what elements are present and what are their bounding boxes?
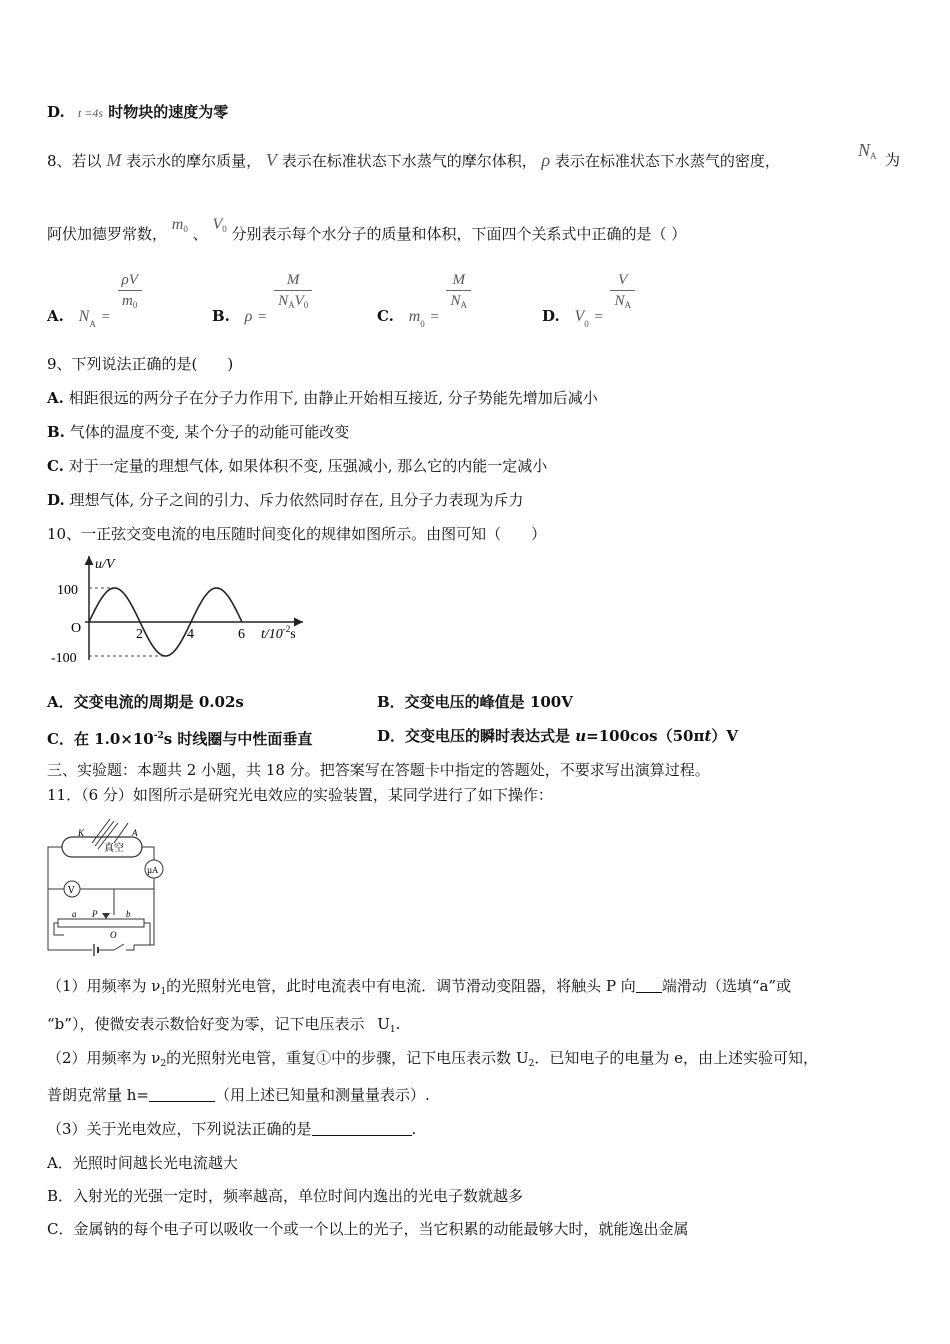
rheostat — [58, 919, 144, 927]
option-letter: A. — [47, 306, 64, 325]
q11-sub: 2 — [528, 1059, 535, 1069]
denominator: N — [614, 293, 625, 309]
q8-sym-NA — [858, 140, 877, 166]
q11-part2-line2 — [47, 1085, 430, 1105]
q11-part3-option-c: C．金属钠的每个电子可以吸收一个或一个以上的光子，当它积累的动能最够大时，就能逸出金属 — [47, 1220, 689, 1238]
q11-text: （2）用频率为 ν — [47, 1049, 161, 1067]
numerator: M — [446, 270, 471, 291]
q7-option-d-var: t =4s — [77, 106, 104, 120]
y-tick-label: -100 — [51, 651, 77, 666]
lhs: N — [78, 307, 90, 325]
lhs: m — [408, 307, 421, 325]
option-text: 理想气体, 分子之间的引力、斥力依然同时存在, 且分子力表现为斥力 — [69, 491, 524, 509]
q11-text: U — [377, 1015, 390, 1033]
label-vacuum: 真空 — [104, 843, 124, 854]
q8-sym-V: V — [265, 150, 277, 170]
q11-text: （用上述已知量和测量量表示）. — [215, 1086, 430, 1104]
q11-text: 普朗克常量 h= — [47, 1086, 149, 1104]
answer-blank-3[interactable] — [312, 1121, 412, 1136]
option-sup: -2 — [153, 731, 164, 741]
x-tick-label: 2 — [136, 627, 143, 642]
q9-option-c — [47, 456, 547, 476]
y-tick-label: 100 — [57, 583, 78, 598]
q8-text: 阿伏加德罗常数， — [47, 225, 168, 243]
label-b-end: b — [126, 909, 131, 919]
label-p: P — [92, 909, 98, 919]
label-o: O — [110, 930, 117, 940]
q8-sym-N: N — [858, 140, 871, 160]
den2-sub: 0 — [303, 300, 309, 310]
denominator: N — [278, 293, 289, 309]
q11-text: 的光照射光电管，重复①中的步骤，记下电压表示数 U — [166, 1049, 529, 1067]
q9-option-b — [47, 422, 349, 442]
section-3-heading: 三、实验题：本题共 2 小题，共 18 分。把答案写在答题卡中指定的答题处，不要求写出演算过程。 — [47, 761, 710, 779]
q10-option-b: B．交变电压的峰值是 100V — [377, 693, 573, 711]
q8-sym-rho: ρ — [541, 150, 551, 170]
den-sub: A — [624, 300, 631, 310]
option-letter: C. — [47, 457, 64, 475]
numerator: V — [610, 270, 635, 291]
q8-stem-line2 — [47, 216, 687, 249]
lhs-sub: A — [89, 318, 96, 329]
numerator: ρV — [118, 270, 142, 291]
answer-blank-2[interactable] — [149, 1087, 215, 1102]
answer-blank-1[interactable] — [636, 978, 662, 993]
q8-sym-sub: 0 — [222, 224, 227, 234]
q11-part2-line1 — [47, 1048, 818, 1074]
denominator: m — [122, 293, 133, 309]
q8-number: 8、 — [47, 152, 72, 170]
photo-tube — [62, 837, 142, 857]
option-var: t — [704, 727, 712, 745]
q8-sep: 、 — [192, 225, 208, 243]
option-text: 对于一定量的理想气体, 如果体积不变, 压强减小, 那么它的内能一定减小 — [68, 457, 548, 475]
q11-circuit-diagram — [44, 815, 169, 960]
q11-text: 的光照射光电管，此时电流表中有电流．调节滑动变阻器，将触头 P 向 — [166, 977, 636, 995]
q11-part3-stem — [47, 1119, 416, 1139]
q9-option-a — [47, 388, 598, 408]
lhs: V — [574, 307, 585, 325]
q11-text: （3）关于光电效应，下列说法正确的是 — [47, 1120, 312, 1138]
q8-option-b — [212, 270, 314, 325]
x-axis-label: $t/10^{-2}s$ — [261, 624, 296, 642]
q8-text: 表示在标准状态下水蒸气的摩尔体积， — [281, 152, 537, 170]
option-text: 相距很远的两分子在分子力作用下, 由静止开始相互接近, 分子势能先增加后减小 — [68, 389, 598, 407]
lhs-sub: 0 — [584, 318, 589, 329]
q7-option-d-text: 时物块的速度为零 — [108, 103, 229, 121]
q11-text: “b”），使微安表示数恰好变为零，记下电压表示 — [47, 1015, 365, 1033]
q11-sub: 1 — [389, 1025, 396, 1035]
q7-option-d — [47, 102, 228, 123]
eq: = — [257, 308, 268, 325]
option-var: u — [575, 727, 587, 745]
q7-option-d-letter: D. — [47, 103, 65, 121]
origin-label: O — [71, 621, 82, 636]
q9-stem: 9、下列说法正确的是( ) — [47, 355, 234, 373]
x-tick-label: 4 — [187, 627, 194, 642]
q8-option-d — [542, 270, 637, 329]
label-a: A — [132, 828, 138, 838]
q11-text: 端滑动（选填“a”或 — [661, 977, 792, 995]
q8-sym-m0: m — [171, 216, 184, 233]
denominator-2: V — [294, 293, 304, 309]
option-text: s 时线圈与中性面垂直 — [163, 730, 313, 748]
option-letter: A. — [47, 389, 64, 407]
eq: = — [429, 308, 440, 325]
q8-text: 若以 — [71, 152, 102, 170]
lhs-sub: 0 — [420, 318, 425, 329]
option-text: D．交变电压的瞬时表达式是 — [377, 727, 576, 745]
label-a-end: a — [72, 909, 77, 919]
q11-part3-option-a: A．光照时间越长光电流越大 — [47, 1154, 238, 1172]
option-letter: B. — [212, 306, 230, 325]
den-sub: 0 — [132, 300, 138, 310]
den-sub: A — [288, 300, 295, 310]
den-sub: A — [460, 300, 467, 310]
option-text: ）V — [711, 727, 739, 745]
q11-text: ．已知电子的电量为 e，由上述实验可知， — [534, 1049, 818, 1067]
q8-sym-V0: V — [212, 216, 223, 233]
q11-text: （1）用频率为 ν — [47, 977, 161, 995]
label-ua: μA — [147, 866, 158, 875]
denominator: N — [450, 293, 461, 309]
q8-sym-NA-sub: A — [870, 151, 877, 161]
option-letter: D. — [542, 306, 560, 325]
q10-option-c — [47, 726, 312, 749]
label-k: K — [78, 828, 85, 838]
q11-text: . — [395, 1015, 401, 1033]
eq: = — [593, 308, 604, 325]
q8-sym-M: M — [106, 150, 122, 170]
numerator: M — [274, 270, 312, 291]
lhs: ρ — [244, 307, 253, 325]
q8-line1-end: 为 — [885, 151, 901, 169]
eq: = — [100, 308, 111, 325]
option-text: =100cos（50π — [586, 727, 705, 745]
q11-text: . — [411, 1120, 417, 1138]
q11-part3-option-b: B．入射光的光强一定时，频率越高，单位时间内逸出的光电子数就越多 — [47, 1187, 524, 1205]
q11-part1-line1 — [47, 976, 791, 1002]
label-v: V — [68, 886, 75, 896]
option-letter: D. — [47, 491, 65, 509]
q8-stem-line1 — [47, 150, 780, 171]
option-letter: B. — [47, 423, 65, 441]
q10-option-a: A．交变电流的周期是 0.02s — [47, 693, 244, 711]
q10-voltage-chart — [47, 552, 317, 672]
q11-sub: 1 — [160, 987, 167, 997]
q8-sym-sub: 0 — [183, 224, 188, 234]
q8-option-a — [47, 270, 144, 329]
q8-text: 表示水的摩尔质量， — [126, 152, 262, 170]
y-axis-label: u/V — [95, 557, 115, 572]
q11-stem: 11．（6 分）如图所示是研究光电效应的实验装置，某同学进行了如下操作： — [47, 786, 553, 804]
x-tick-label: 6 — [238, 627, 245, 642]
option-text: 气体的温度不变, 某个分子的动能可能改变 — [69, 423, 350, 441]
q8-text: 表示在标准状态下水蒸气的密度， — [554, 152, 780, 170]
q8-text: 分别表示每个水分子的质量和体积，下面四个关系式中正确的是（ ） — [231, 225, 687, 243]
q9-option-d — [47, 490, 524, 510]
q11-part1-line2 — [47, 1014, 400, 1040]
option-letter: C. — [377, 306, 394, 325]
q10-option-d — [377, 726, 738, 746]
q11-sub: 2 — [160, 1059, 167, 1069]
q8-option-c — [377, 270, 473, 329]
q10-stem: 10、一正弦交变电流的电压随时间变化的规律如图所示。由图可知（ ） — [47, 525, 547, 543]
switch — [114, 944, 124, 950]
option-text: C．在 1.0×10 — [47, 730, 154, 748]
